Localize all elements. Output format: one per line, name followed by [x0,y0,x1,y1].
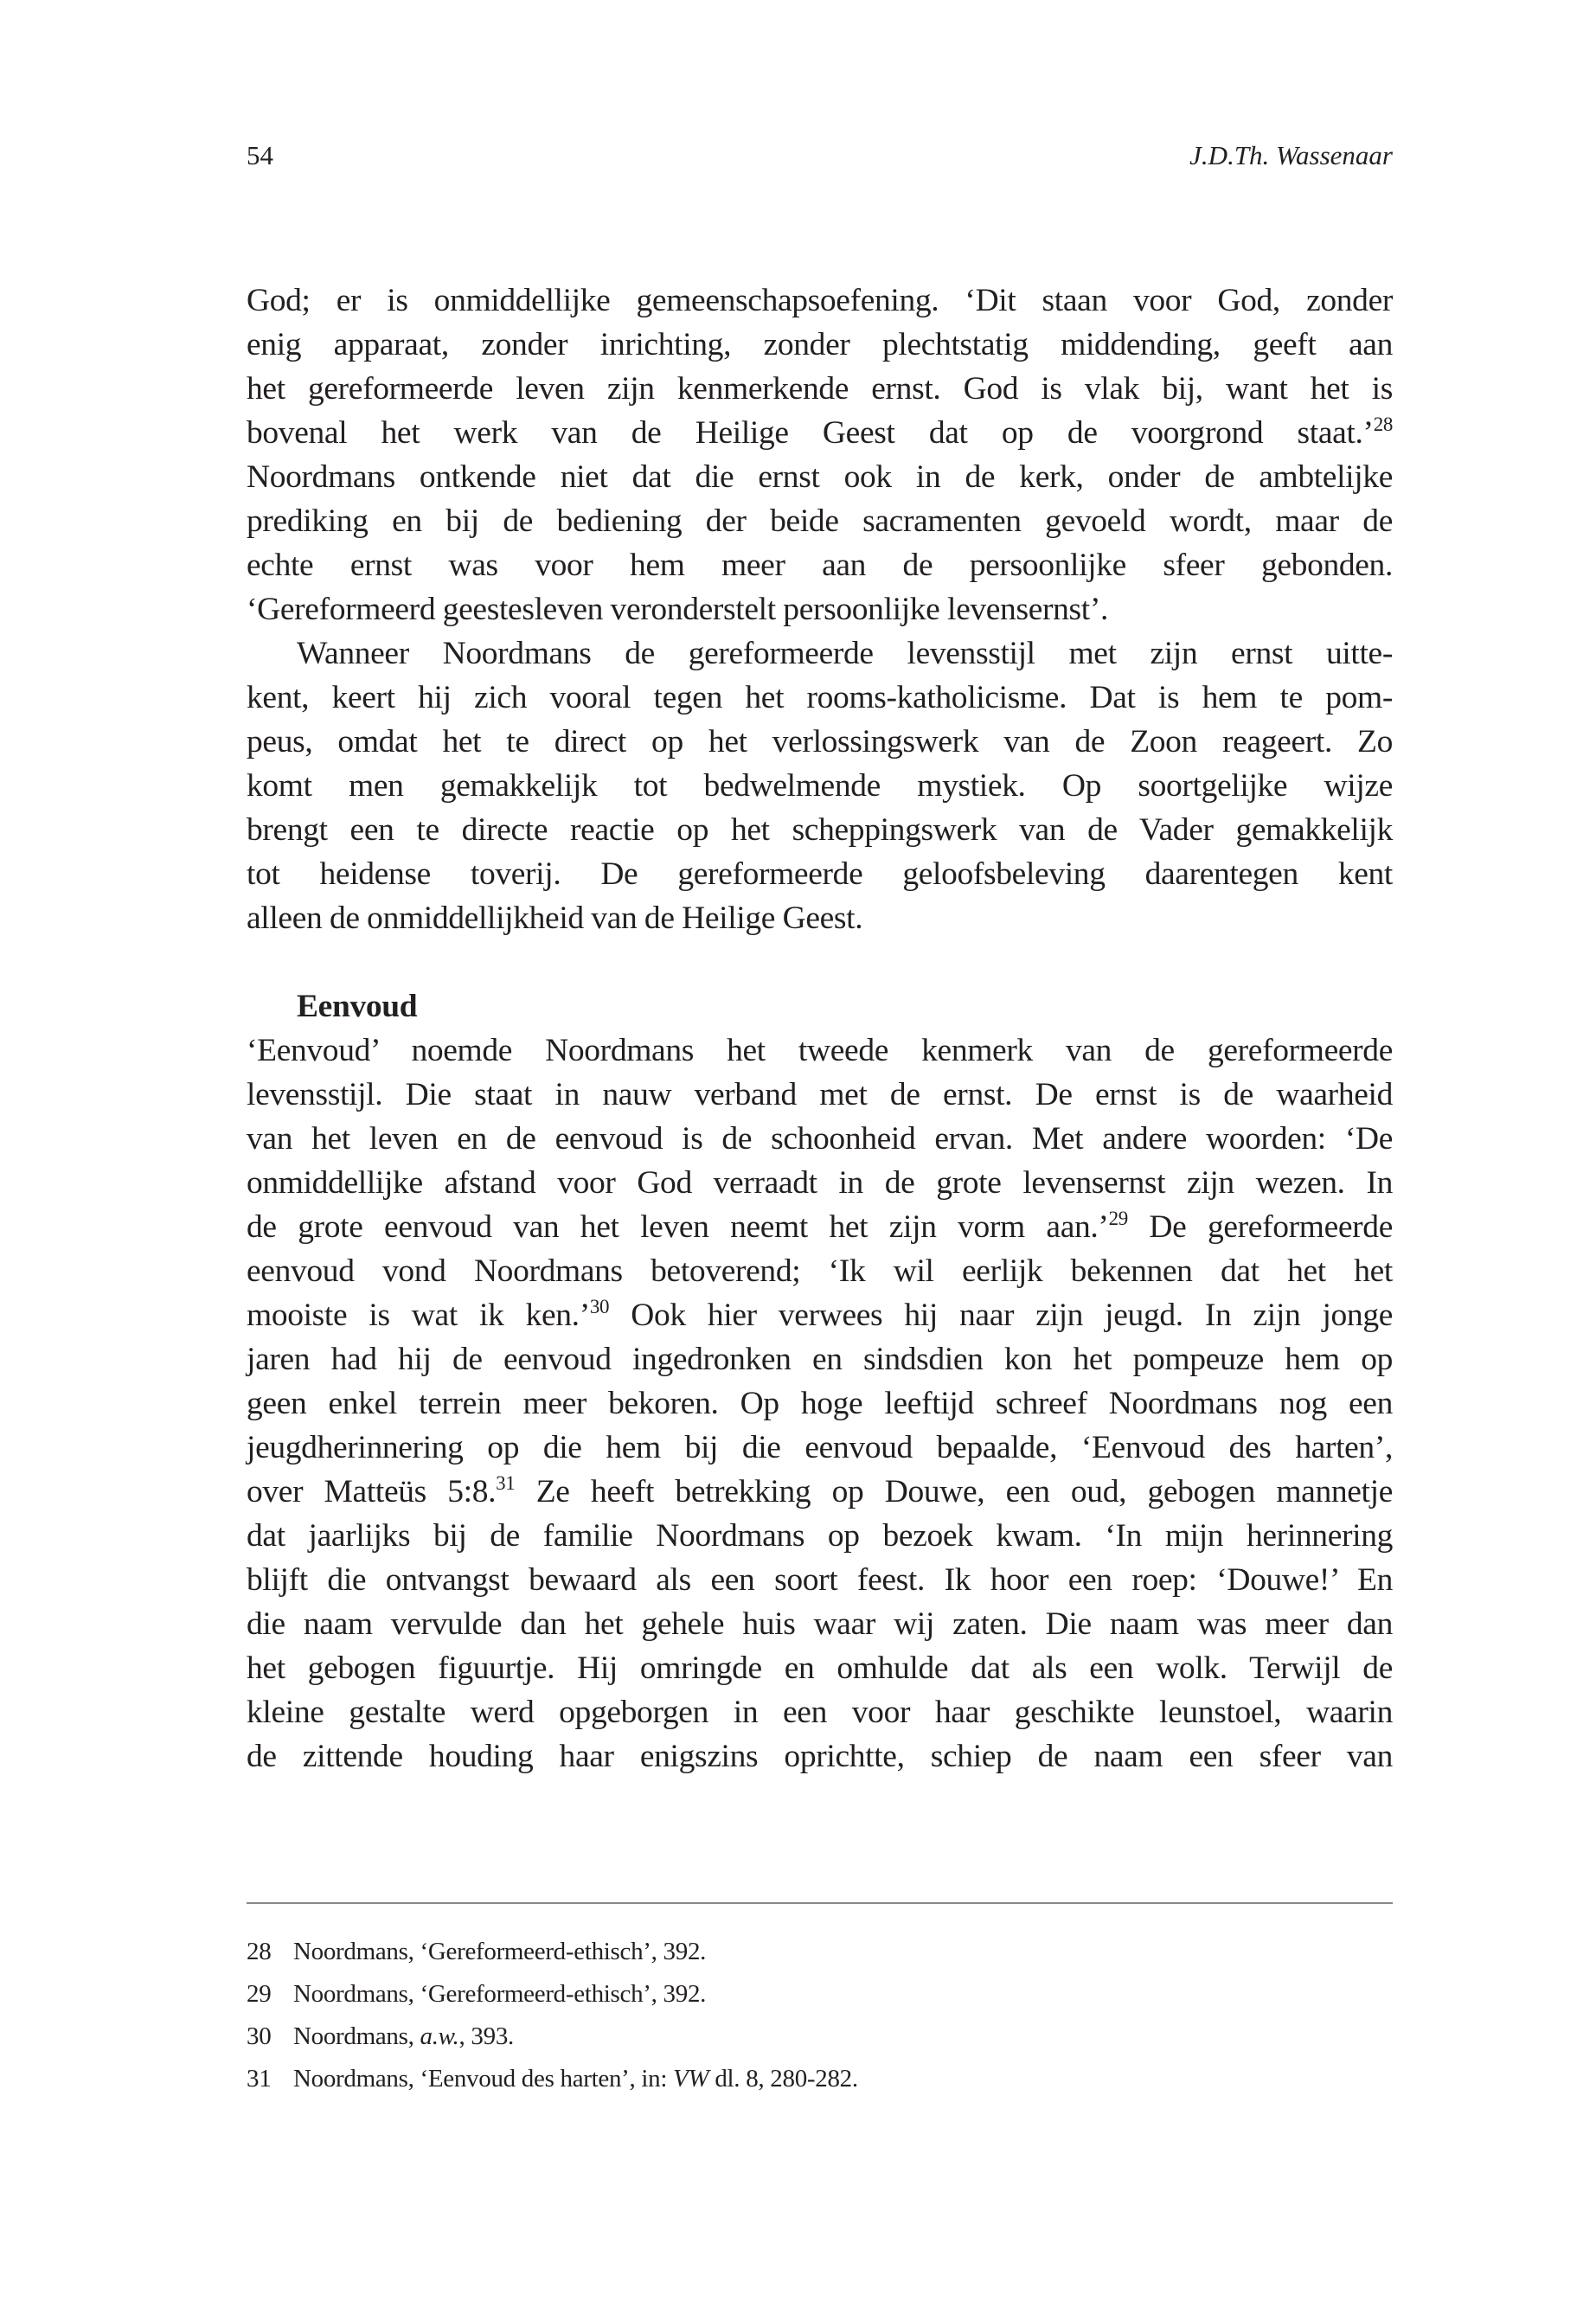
footnote-number: 29 [247,1980,272,2008]
footnote-text: dl. 8, 280-282. [708,2065,858,2093]
text-line: kent, keert hij zich vooral tegen het rooms-katholicisme. Dat is hem te pom- [247,680,1393,715]
footnote-italic: a.w. [420,2022,459,2050]
footnote-ref[interactable]: 31 [496,1472,516,1494]
text-line: brengt een te directe reactie op het scheppingswerk van de Vader gemakkelijk [247,812,1393,848]
text-line: God; er is onmiddellijke gemeenschapsoefening. ‘Dit staan voor God, zonder [247,283,1393,318]
text-line: het gereformeerde leven zijn kenmerkende ernst. God is vlak bij, want het is [247,371,1393,407]
paragraph [247,1029,1393,1779]
body-text [247,279,1393,1779]
paragraph [247,279,1393,631]
text-line [247,1470,1393,1514]
text-line [247,1205,1393,1249]
text-line: eenvoud vond Noordmans betoverend; ‘Ik wil eerlijk bekennen dat het het [247,1253,1393,1289]
footnote-number: 28 [247,1938,272,1965]
footnote-31 [247,2058,1393,2100]
text-line: enig apparaat, zonder inrichting, zonder plechtstatig middending, geeft aan [247,327,1393,362]
footnote-number: 30 [247,2022,272,2050]
footnote-text: Noordmans, [293,2022,420,2050]
running-header [247,137,1393,175]
line-text: over Matteüs 5:8. [247,1474,497,1509]
footnote-text: Noordmans, ‘Gereformeerd-ethisch’, 392. [293,1938,707,1965]
page-number: 54 [247,140,273,170]
line-text: mooiste is wat ik ken.’ [247,1298,590,1333]
text-line: jeugdherinnering op die hem bij die eenvoud bepaalde, ‘Eenvoud des harten’, [247,1430,1393,1465]
footnote-divider [247,1902,1393,1904]
text-line: peus, omdat het te direct op het verlossingswerk van de Zoon reageert. Zo [247,724,1393,760]
footnote-italic: VW [673,2065,709,2093]
text-line: jaren had hij de eenvoud ingedronken en sindsdien kon het pompeuze hem op [247,1342,1393,1377]
footnote-30 [247,2016,1393,2058]
text-line: komt men gemakkelijk tot bedwelmende mystiek. Op soortgelijke wijze [247,768,1393,804]
line-text: Ook hier verwees hij naar zijn jeugd. In zijn jonge [609,1298,1394,1333]
footnote-28 [247,1931,1393,1973]
text-line: kleine gestalte werd opgeborgen in een voor haar geschikte leunstoel, waarin [247,1695,1393,1730]
footnote-text: Noordmans, ‘Gereformeerd-ethisch’, 392. [293,1980,707,2008]
footnote-ref[interactable]: 30 [589,1296,610,1317]
footnote-number: 31 [247,2065,272,2093]
footnote-ref[interactable]: 29 [1108,1208,1128,1229]
text-line: tot heidense toverij. De gereformeerde geloofsbeleving daarentegen kent [247,856,1393,892]
section-heading: Eenvoud [297,989,418,1024]
footnote-29 [247,1973,1393,2016]
text-line: ‘Eenvoud’ noemde Noordmans het tweede kenmerk van de gereformeerde [247,1033,1393,1068]
text-line: ‘Gereformeerd geestesleven veronderstelt persoonlijke levensernst’. [247,592,1109,627]
text-line: levensstijl. Die staat in nauw verband met de ernst. De ernst is de waarheid [247,1077,1393,1112]
line-text: bovenal het werk van de Heilige Geest dat op de voorgrond staat.’ [247,415,1374,451]
text-line: dat jaarlijks bij de familie Noordmans op bezoek kwam. ‘In mijn herinnering [247,1518,1393,1554]
text-line: alleen de onmiddellijkheid van de Heilige Geest. [247,901,863,936]
text-line: blijft die ontvangst bewaard als een soort feest. Ik hoor een roep: ‘Douwe!’ En [247,1562,1393,1598]
paragraph [247,631,1393,940]
text-line: Wanneer Noordmans de gereformeerde levensstijl met zijn ernst uitte- [297,636,1393,671]
footnote-text: , 393. [458,2022,514,2050]
text-line: die naam vervulde dan het gehele huis waar wij zaten. Die naam was meer dan [247,1606,1393,1642]
text-line: de zittende houding haar enigszins oprichtte, schiep de naam een sfeer van [247,1739,1393,1774]
spacer [247,940,1393,984]
text-line [247,1293,1393,1337]
text-line: geen enkel terrein meer bekoren. Op hoge leeftijd schreef Noordmans nog een [247,1386,1393,1421]
text-line [247,411,1393,455]
line-text: de grote eenvoud van het leven neemt het zijn vorm aan.’ [247,1209,1109,1245]
text-line: onmiddellijke afstand voor God verraadt in de grote levensernst zijn wezen. In [247,1165,1393,1201]
footnotes [247,1931,1393,2100]
text-line: echte ernst was voor hem meer aan de persoonlijke sfeer gebonden. [247,548,1393,583]
footnote-ref[interactable]: 28 [1373,413,1393,435]
footnote-text: Noordmans, ‘Eenvoud des harten’, in: [293,2065,674,2093]
text-line: Noordmans ontkende niet dat die ernst ook in de kerk, onder de ambtelijke [247,459,1393,495]
line-text: De gereformeerde [1127,1209,1393,1245]
text-line: van het leven en de eenvoud is de schoonheid ervan. Met andere woorden: ‘De [247,1121,1393,1157]
line-text: Ze heeft betrekking op Douwe, een oud, gebogen mannetje [515,1474,1393,1509]
text-line: het gebogen figuurtje. Hij omringde en omhulde dat als een wolk. Terwijl de [247,1650,1393,1686]
running-head-author: J.D.Th. Wassenaar [1189,140,1393,170]
text-line: prediking en bij de bediening der beide sacramenten gevoeld wordt, maar de [247,503,1393,539]
